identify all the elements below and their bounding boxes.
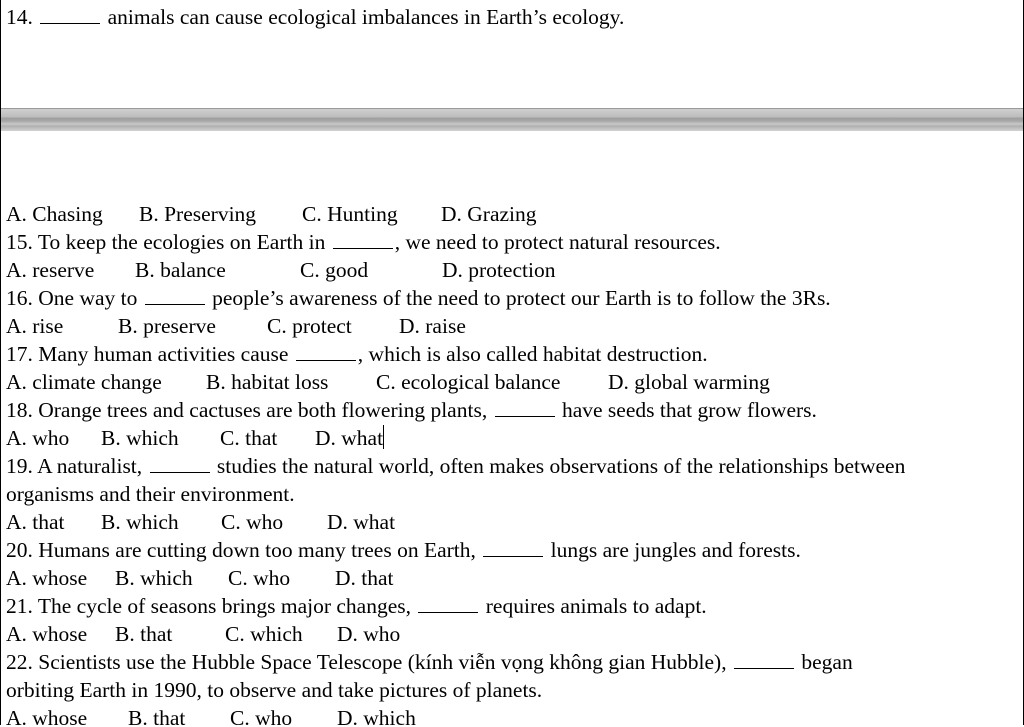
question-14-options: A. Chasing B. Preserving C. Hunting D. Grazing bbox=[6, 202, 537, 226]
previous-page bbox=[1, 0, 1023, 108]
answer-blank bbox=[734, 650, 794, 669]
question-20: 20. Humans are cutting down too many trees on Earth, lungs are jungles and forests. bbox=[6, 538, 801, 562]
question-18: 18. Orange trees and cactuses are both flowering plants, have seeds that grow flowers. bbox=[6, 398, 817, 422]
question-21: 21. The cycle of seasons brings major changes, requires animals to adapt. bbox=[6, 594, 707, 618]
question-20-options: A. whose B. which C. who D. that bbox=[6, 566, 394, 590]
text-cursor bbox=[383, 425, 384, 449]
answer-blank bbox=[333, 230, 393, 249]
question-19-options: A. that B. which C. who D. what bbox=[6, 510, 396, 534]
document-body[interactable] bbox=[6, 200, 1021, 725]
answer-blank bbox=[418, 594, 478, 613]
question-22: 22. Scientists use the Hubble Space Telescope (kính viễn vọng không gian Hubble), began bbox=[6, 650, 853, 674]
question-19-continued: organisms and their environment. bbox=[6, 482, 295, 506]
answer-blank bbox=[296, 342, 356, 361]
question-15: 15. To keep the ecologies on Earth in , we need to protect natural resources. bbox=[6, 230, 721, 254]
answer-blank bbox=[495, 398, 555, 417]
answer-blank bbox=[145, 286, 205, 305]
answer-blank bbox=[40, 5, 100, 24]
question-16: 16. One way to people’s awareness of the need to protect our Earth is to follow the 3Rs. bbox=[6, 286, 831, 310]
question-15-options: A. reserve B. balance C. good D. protection bbox=[6, 258, 556, 282]
question-21-options: A. whose B. that C. which D. who bbox=[6, 622, 401, 646]
answer-blank bbox=[483, 538, 543, 557]
question-22-continued: orbiting Earth in 1990, to observe and take pictures of planets. bbox=[6, 678, 543, 702]
page-break-gap bbox=[1, 108, 1023, 131]
answer-blank bbox=[150, 454, 210, 473]
question-18-options: A. who B. which C. that D. what bbox=[6, 426, 384, 450]
question-17: 17. Many human activities cause , which is also called habitat destruction. bbox=[6, 342, 708, 366]
question-17-options: A. climate change B. habitat loss C. ecological balance D. global warming bbox=[6, 370, 770, 394]
question-16-options: A. rise B. preserve C. protect D. raise bbox=[6, 314, 466, 338]
question-19: 19. A naturalist, studies the natural world, often makes observations of the relationships between bbox=[6, 454, 906, 478]
question-14-text[interactable]: 14. animals can cause ecological imbalances in Earth’s ecology. bbox=[6, 5, 625, 29]
question-22-options: A. whose B. that C. who D. which bbox=[6, 706, 416, 725]
